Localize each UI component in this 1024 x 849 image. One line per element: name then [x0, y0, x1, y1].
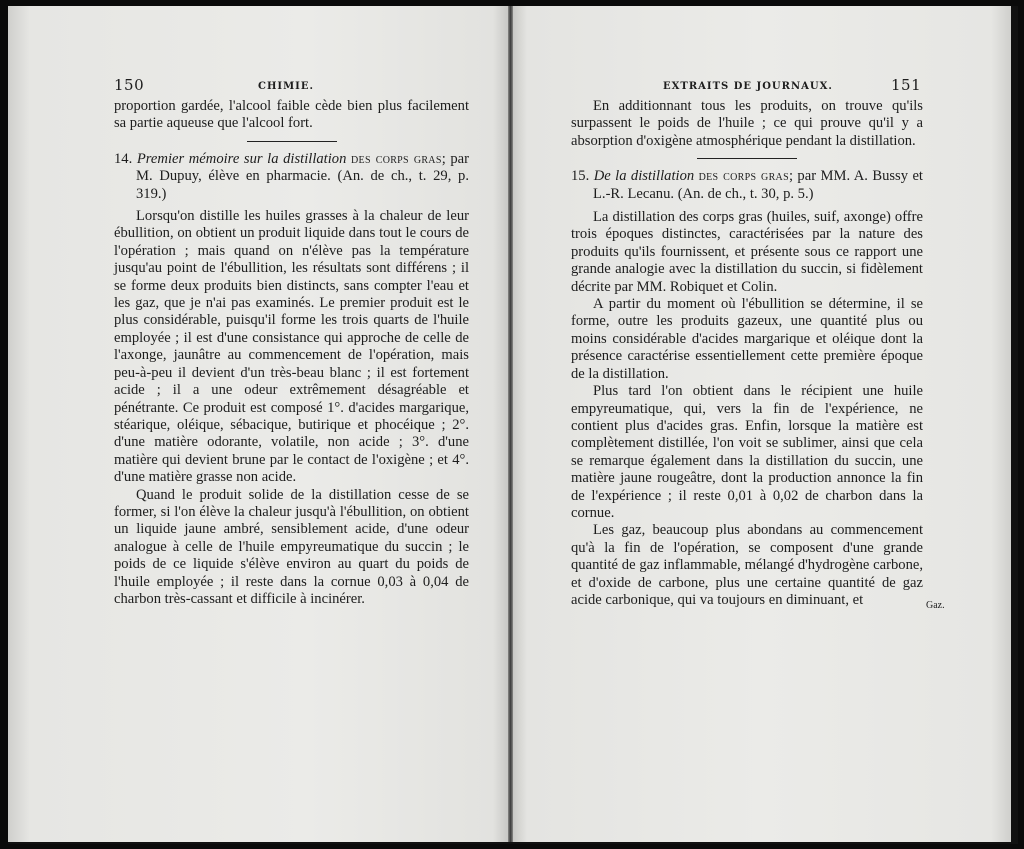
page-number: 151: [891, 76, 922, 94]
continuation-paragraph: proportion gardée, l'alcool faible cède bien plus facilement sa partie aqueuse que l'alcool fort.: [114, 98, 469, 132]
running-head: EXTRAITS DE JOURNAUX.: [663, 81, 833, 92]
book-spread: [8, 6, 1018, 844]
body-paragraph: Les gaz, beaucoup plus abondans au commencement qu'à la fin de l'opération, se composent d'une grande quantité de gaz inflammable, mélangé d'hydrogène carbone, et d'oxide de carbone, plus une certaine quantité de gaz acide carbonique, qui va toujours en diminuant, et: [571, 522, 923, 608]
margin-note: Gaz.: [926, 600, 945, 611]
body-paragraph: Lorsqu'on distille les huiles grasses à la chaleur de leur ébullition, on obtient un produit liquide dans tout le cours de l'opération ; mais quand on n'élève pas la température jusqu'au point de l'ébullition, les résultats sont différens ; il se forme deux produits bien distincts, sans compter l'eau et les gaz, que je n'ai pas examinés. Le premier produit est le plus considérable, puisqu'il forme les trois quarts de l'huile employée ; il est d'une consistance qui approche de celle de l'axonge, jaunâtre au commencement de l'opération, mais peu-à-peu il devient d'un très-beau blanc ; il est fortement acide ; il a une odeur extrêmement désagréable et pénétrante. Ce produit est composé 1°. d'acides margarique, stéarique, oléique, sébacique, butirique et phocéique ; 2°. d'une matière odorante, volatile, non acide ; 3°. d'une matière qui devient brune par le contact de l'oxigène ; et 4°. d'une matière grasse non acide.: [114, 208, 469, 486]
section-citation: ; par MM. A. Bussy et L.-R. Lecanu. (An. de ch., t. 30, p. 5.): [593, 168, 923, 202]
section-heading: [114, 151, 469, 203]
section-heading: [571, 168, 923, 203]
body-paragraph: La distillation des corps gras (huiles, suif, axonge) offre trois époques distinctes, caractérisées par la nature des produits qu'ils fournissent, et présente sous ce rapport une grande analogie avec la distillation du succin, si fidèlement décrite par MM. Robiquet et Colin.: [571, 209, 923, 295]
body-paragraph: Quand le produit solide de la distillation cesse de se former, si l'on élève la chaleur jusqu'à l'ébullition, on obtient un liquide jaune ambré, sensiblement acide, d'une odeur analogue à celle de l'huile empyreumatique du succin ; le poids de ce liquide s'élève environ au quart du poids de l'huile employée ; il reste dans la cornue 0,03 à 0,04 de charbon très-cassant et difficile à incinérer.: [114, 486, 469, 607]
body-paragraph: A partir du moment où l'ébullition se détermine, il se forme, outre les produits gazeux, une quantité plus ou moins considérable d'acides margarique et oléique dont la présence caractérise essentiellement cette première époque de la distillation.: [571, 296, 923, 382]
right-page: [513, 6, 1011, 842]
section-title: De la distillation: [593, 168, 695, 185]
section-citation: ; par M. Dupuy, élève en pharmacie. (An. de ch., t. 29, p. 319.): [136, 150, 470, 202]
section-divider: [697, 158, 797, 159]
body-paragraph: Plus tard l'on obtient dans le récipient une huile empyreumatique, qui, vers la fin de l'expérience, ne contient plus d'acides gras. Enfin, lorsque la matière est complètement distillée, l'on voit se sublimer, ainsi que cela se remarque également dans la distillation du succin, une matière jaune rougeâtre, dont la production annonce la fin de l'expérience ; il reste 0,01 à 0,02 de charbon dans la cornue.: [571, 383, 923, 521]
left-page-body: [114, 98, 469, 608]
section-number: 15.: [571, 168, 590, 185]
right-page-body: [571, 98, 923, 609]
continuation-paragraph: En additionnant tous les produits, on trouve qu'ils surpassent le poids de l'huile ; ce qui prouve qu'il y a absorption d'oxigène atmosphérique pendant la distillation.: [571, 98, 923, 149]
running-head: CHIMIE.: [258, 81, 314, 92]
page-number: 150: [114, 76, 145, 94]
section-divider: [247, 141, 337, 142]
section-title-caps: des corps gras: [351, 150, 442, 167]
section-title: Premier mémoire sur la distillation: [136, 150, 347, 167]
section-number: 14.: [114, 150, 133, 167]
left-page: [8, 6, 508, 842]
section-title-caps: des corps gras: [698, 168, 789, 185]
